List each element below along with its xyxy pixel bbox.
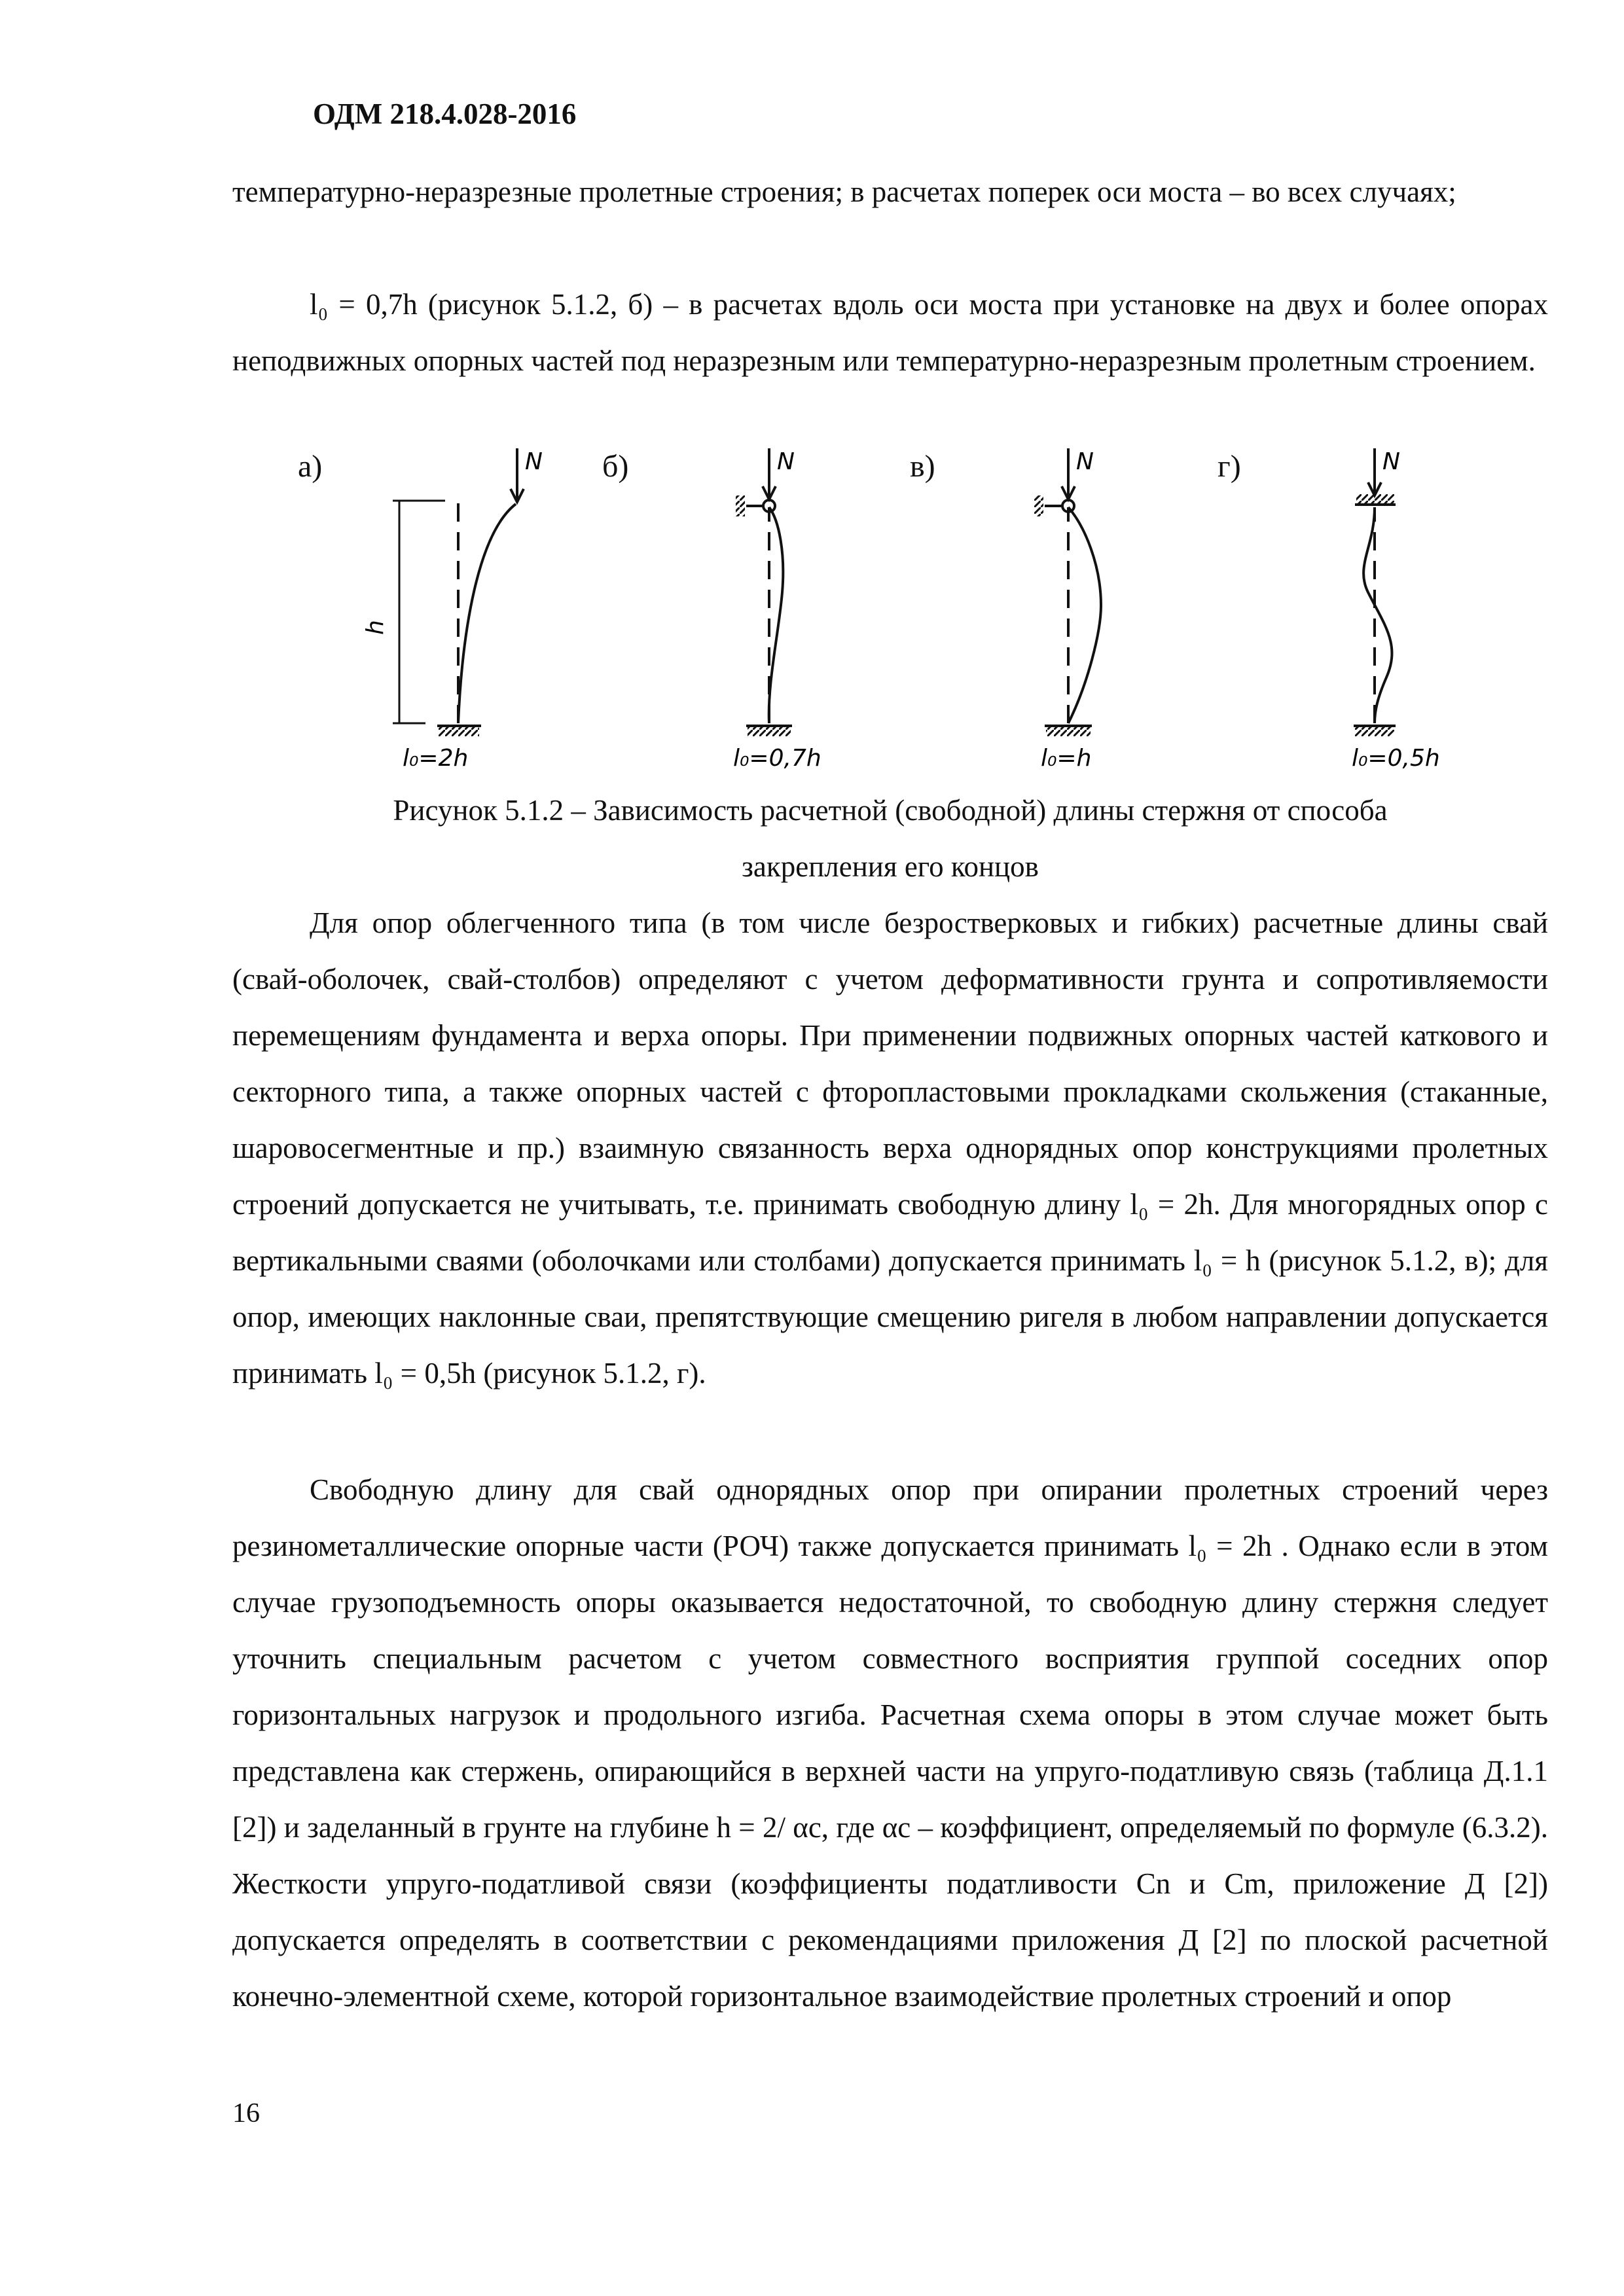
length-label-g: l₀=0,5h bbox=[1352, 745, 1440, 772]
page-number: 16 bbox=[232, 2098, 260, 2128]
paragraph-4: Свободную длину для свай однорядных опор при опирании пролетных строений через резинометаллические опорные части (РОЧ) также допускается принимать l₀ = 2h . Однако если в этом случае грузоподъемность опоры оказывается недостаточной, то свободную длину стержня следует уточнить специальным расчетом с учетом совместного восприятия группой соседних опор горизонтальных нагрузок и продольного изгиба. Расчетная схема опоры в этом случае может быть представлена как стержень, опирающийся в верхней части на упруго-податливую связь (таблица Д.1.1 [2]) и заделанный в грунте на глубине h = 2/ αc, где αc – коэффициент, определяемый по формуле (6.3.2). Жесткости упруго-податливой связи (коэффициенты податливости Cn и Cm, приложение Д [2]) допускается определять в соответствии с рекомендациями приложения Д [2] по плоской расчетной конечно-элементной схеме, которой горизонтальное взаимодействие пролетных строений и опор bbox=[232, 1473, 1548, 2013]
document-header: ОДМ 218.4.028-2016 bbox=[313, 98, 577, 130]
figure-letter-g: г) bbox=[1218, 449, 1241, 484]
figure-drawing bbox=[262, 435, 1506, 789]
diagram-a bbox=[393, 448, 524, 736]
diagram-v bbox=[1034, 448, 1101, 736]
load-label-a: N bbox=[525, 448, 543, 475]
paragraph-2: l₀ = 0,7h (рисунок 5.1.2, б) – в расчетах вдоль оси моста при установке на двух и более опорах неподвижных опорных частей под неразрезным или температурно-неразрезным пролетным строением. bbox=[232, 288, 1548, 377]
figure-letter-b: б) bbox=[602, 449, 629, 484]
figure-letter-a: а) bbox=[298, 449, 323, 484]
length-label-a: l₀=2h bbox=[403, 745, 469, 772]
length-label-b: l₀=0,7h bbox=[733, 745, 821, 772]
length-label-v: l₀=h bbox=[1041, 745, 1092, 772]
load-label-v: N bbox=[1076, 448, 1094, 475]
paragraph-3: Для опор облегченного типа (в том числе безростверковых и гибких) расчетные длины свай (свай-оболочек, свай-столбов) определяют с учетом деформативности грунта и сопротивляемости перемещениям фундамента и верха опоры. При применении подвижных опорных частей каткового и секторного типа, а также опорных частей с фторопластовыми прокладками скольжения (стаканные, шаровосегментные и пр.) взаимную связанность верха однорядных опор конструкциями пролетных строений допускается не учитывать, т.е. принимать свободную длину l₀ = 2h. Для многорядных опор с вертикальными сваями (оболочками или столбами) допускается принимать l₀ = h (рисунок 5.1.2, в); для опор, имеющих наклонные сваи, препятствующие смещению ригеля в любом направлении допускается принимать l₀ = 0,5h (рисунок 5.1.2, г). bbox=[232, 906, 1548, 1390]
figure-caption-line-2: закрепления его концов bbox=[742, 850, 1039, 883]
figure-caption-line-1: Рисунок 5.1.2 – Зависимость расчетной (свободной) длины стержня от способа bbox=[393, 794, 1388, 827]
diagram-b bbox=[736, 448, 792, 736]
load-label-g: N bbox=[1382, 448, 1400, 475]
height-label: h bbox=[362, 620, 389, 635]
paragraph-1: температурно-неразрезные пролетные строения; в расчетах поперек оси моста – во всех случаях; bbox=[232, 175, 1456, 208]
figure-letter-v: в) bbox=[910, 449, 935, 484]
load-label-b: N bbox=[777, 448, 795, 475]
diagram-g bbox=[1354, 448, 1396, 736]
figure-5-1-2 bbox=[262, 435, 1506, 789]
